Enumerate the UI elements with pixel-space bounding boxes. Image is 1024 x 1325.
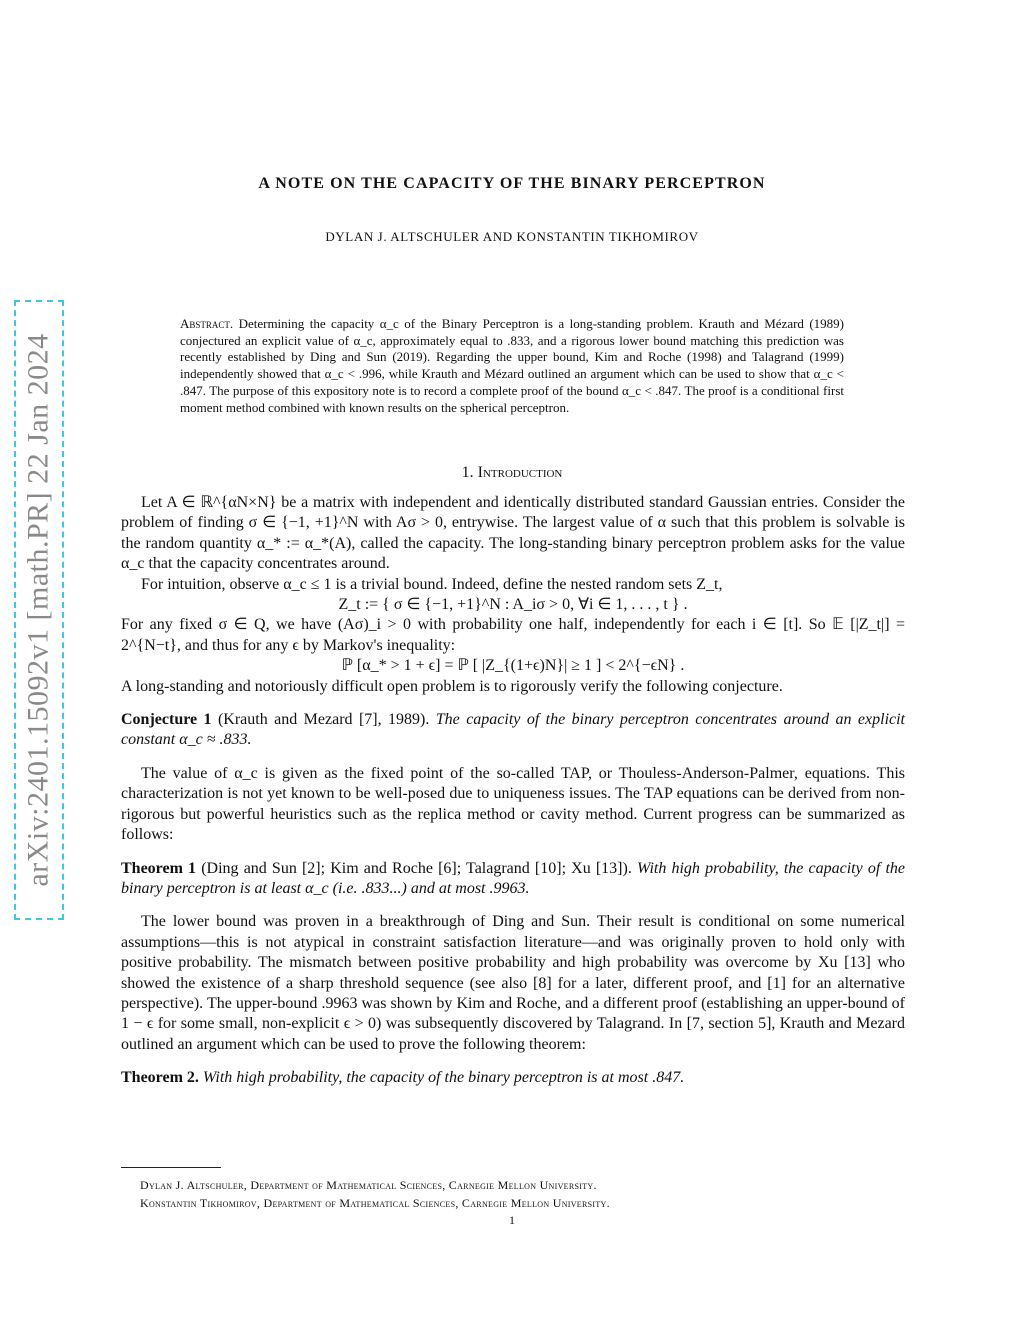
theorem-2-heading: Theorem 2. <box>121 1069 199 1087</box>
paragraph-history: The lower bound was proven in a breakthrough of Ding and Sun. Their result is conditional on some numerical assumptions—this is not atypical in constraint satisfaction literature—and was originally proven to hold only with positive probability. The mismatch between positive probability and high probability was overcome by Xu [13] who showed the existence of a sharp threshold sequence (see also [8] for a later, different proof, and [1] for an alternative perspective). The upper-bound .9963 was shown by Kim and Roche, and a different proof (establishing an upper-bound of 1 − ϵ for some small, non-explicit ϵ > 0) was subsequently discovered by Talagrand. In [7, section 5], Krauth and Mezard outlined an argument which can be used to prove the following theorem: <box>121 913 905 1053</box>
paragraph-intuition: For intuition, observe α_c ≤ 1 is a trivial bound. Indeed, define the nested random sets Z_t, <box>141 575 723 593</box>
paragraph-intro: Let A ∈ ℝ^{αN×N} be a matrix with independent and identically distributed standard Gaussian entries. Consider the problem of finding σ ∈ {−1, +1}^N with Aσ > 0, entrywise. The largest value of α such that this problem is solvable is the random quantity α_* := α_*(A), called the capacity. The long-standing binary perceptron problem asks for the value α_c that the capacity concentrates around. <box>121 494 905 573</box>
abstract-text: Determining the capacity α_c of the Binary Perceptron is a long-standing problem. Krauth and Mézard (1989) conjectured an explicit value of α_c, approximately equal to .833, and a rigorous lower bound matching this prediction was recently established by Ding and Sun (2019). Regarding the upper bound, Kim and Roche (1998) and Talagrand (1999) independently showed that α_c < .996, while Krauth and Mézard outlined an argument which can be used to show that α_c < .847. The purpose of this expository note is to record a complete proof of the bound α_c < .847. The proof is a conditional first moment method combined with known results on the spherical perceptron. <box>180 316 844 415</box>
equation-markov-bound: ℙ [α_* > 1 + ϵ] = ℙ [ |Z_{(1+ϵ)N}| ≥ 1 ] < 2^{−ϵN} . <box>341 657 685 675</box>
footnote-affiliation-1: Dylan J. Altschuler, Department of Mathematical Sciences, Carnegie Mellon University. <box>140 1178 597 1192</box>
footnotes <box>140 1176 900 1212</box>
section-title: Introduction <box>477 464 563 481</box>
paragraph-open-problem: A long-standing and notoriously difficult open problem is to rigorously verify the following conjecture. <box>121 677 783 695</box>
paper-authors: DYLAN J. ALTSCHULER AND KONSTANTIN TIKHOMIROV <box>325 229 699 244</box>
paragraph-tap: The value of α_c is given as the fixed point of the so-called TAP, or Thouless-Anderson-Palmer, equations. This characterization is not yet known to be well-posed due to uniqueness issues. The TAP equations can be derived from non-rigorous but powerful heuristics such as the replica method or cavity method. Current progress can be summarized as follows: <box>121 764 905 844</box>
footnote-affiliation-2: Konstantin Tikhomirov, Department of Mathematical Sciences, Carnegie Mellon University. <box>140 1196 610 1210</box>
theorem-1 <box>121 859 905 900</box>
equation-nested-sets: Z_t := { σ ∈ {−1, +1}^N : A_iσ > 0, ∀i ∈ 1, . . . , t } . <box>338 596 688 614</box>
paper-title: A NOTE ON THE CAPACITY OF THE BINARY PERCEPTRON <box>258 175 766 192</box>
conjecture-attribution: (Krauth and Mezard [7], 1989). <box>217 711 430 729</box>
paragraph-markov: For any fixed σ ∈ Q, we have (Aσ)_i > 0 with probability one half, independently for each i ∈ [t]. So 𝔼 [|Z_t|] = 2^{N−t}, and thus for any ϵ by Markov's inequality: <box>121 616 905 654</box>
theorem-1-attribution: (Ding and Sun [2]; Kim and Roche [6]; Talagrand [10]; Xu [13]). <box>201 859 632 877</box>
theorem-2 <box>121 1068 905 1088</box>
theorem-1-heading: Theorem 1 <box>121 859 197 877</box>
conjecture-statement: The capacity of the binary perceptron concentrates around an explicit constant α_c ≈ .833. <box>121 711 906 749</box>
main-body <box>121 493 905 1089</box>
theorem-1-statement: With high probability, the capacity of the binary perceptron is at least α_c (i.e. .833...) and at most .9963. <box>121 859 906 897</box>
page-number: 1 <box>509 1213 515 1227</box>
footnote-divider <box>121 1167 221 1168</box>
arxiv-identifier-stamp <box>14 300 64 920</box>
conjecture-heading: Conjecture 1 <box>121 711 212 729</box>
theorem-2-statement: With high probability, the capacity of the binary perceptron is at most .847. <box>202 1069 685 1087</box>
arxiv-identifier: arXiv:2401.15092v1 [math.PR] 22 Jan 2024 <box>22 333 56 887</box>
abstract <box>180 316 844 416</box>
section-heading <box>0 464 1024 482</box>
abstract-label: Abstract. <box>180 316 234 331</box>
section-number: 1. <box>461 464 474 481</box>
conjecture-1 <box>121 710 905 751</box>
